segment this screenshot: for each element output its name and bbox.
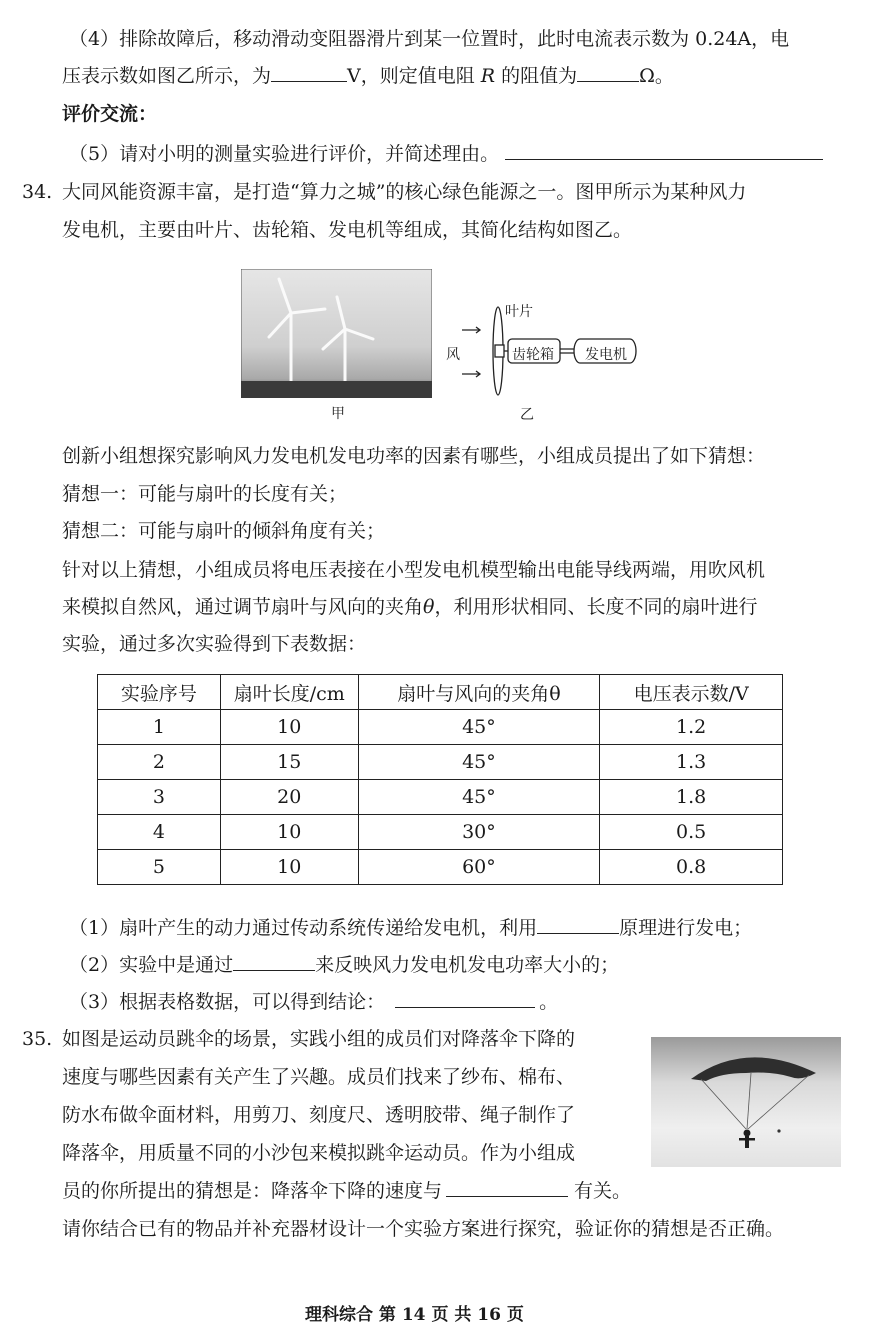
generator-label: 发电机 xyxy=(585,347,627,363)
page-footer xyxy=(305,1307,524,1324)
parachute-photo xyxy=(651,1037,841,1167)
theta-symbol: θ xyxy=(423,596,435,618)
footer-subject: 理科综合 xyxy=(305,1305,373,1325)
cell-voltage: 1.3 xyxy=(600,745,783,780)
cell-length: 10 xyxy=(220,850,358,885)
wind-label: 风 xyxy=(446,347,460,363)
principle-answer-blank[interactable] xyxy=(537,932,619,934)
cell-length: 10 xyxy=(220,815,358,850)
sub3-text-a: （3）根据表格数据，可以得到结论： xyxy=(69,991,386,1013)
cell-trial: 4 xyxy=(98,815,221,850)
q35-line3: 防水布做伞面材料，用剪刀、刻度尺、透明胶带、绳子制作了 xyxy=(62,1104,576,1126)
experiment-data-table xyxy=(97,674,783,885)
cell-length: 15 xyxy=(220,745,358,780)
method-text-b: ，利用形状相同、长度不同的扇叶进行 xyxy=(434,596,758,618)
table-row xyxy=(98,850,783,885)
cell-angle: 30° xyxy=(358,815,600,850)
q34-method-line2 xyxy=(62,598,757,617)
q35-line5 xyxy=(62,1182,631,1201)
q34-sub3 xyxy=(69,993,558,1012)
wind-turbine-illustration xyxy=(241,269,432,398)
cell-voltage: 1.2 xyxy=(600,710,783,745)
guess-one: 猜想一：可能与扇叶的长度有关； xyxy=(62,483,348,505)
cell-angle: 60° xyxy=(358,850,600,885)
footer-page-number: 14 xyxy=(401,1305,426,1325)
q34-sub1 xyxy=(69,919,752,938)
footer-page-prefix: 第 xyxy=(378,1305,396,1325)
q35-line4: 降落伞，用质量不同的小沙包来模拟跳伞运动员。作为小组成 xyxy=(62,1142,576,1164)
cell-trial: 2 xyxy=(98,745,221,780)
evaluation-heading: 评价交流： xyxy=(62,103,158,125)
table-header-row xyxy=(98,675,783,710)
q35-line6: 请你结合已有的物品并补充器材设计一个实验方案进行探究，验证你的猜想是否正确。 xyxy=(62,1218,785,1240)
cell-trial: 1 xyxy=(98,710,221,745)
cell-length: 10 xyxy=(220,710,358,745)
q35-line2: 速度与哪些因素有关产生了兴趣。成员们找来了纱布、棉布、 xyxy=(62,1066,576,1088)
cell-voltage: 0.8 xyxy=(600,850,783,885)
resistance-answer-blank[interactable] xyxy=(577,80,639,82)
guess-answer-blank[interactable] xyxy=(446,1195,568,1197)
header-blade-angle: 扇叶与风向的夹角θ xyxy=(358,675,600,710)
guess-two: 猜想二：可能与扇叶的倾斜角度有关； xyxy=(62,520,386,542)
conclusion-answer-blank[interactable] xyxy=(395,1006,535,1008)
parachute-illustration xyxy=(651,1037,841,1167)
cell-trial: 5 xyxy=(98,850,221,885)
q33-4-line2 xyxy=(62,67,674,86)
cell-length: 20 xyxy=(220,780,358,815)
method-text-a: 来模拟自然风，通过调节扇叶与风向的夹角 xyxy=(62,596,424,618)
q35-line5-text-a: 员的你所提出的猜想是：降落伞下降的速度与 xyxy=(62,1180,443,1202)
q33-4-text-a: 压表示数如图乙所示，为 xyxy=(62,65,272,87)
q34-method-line3: 实验，通过多次实验得到下表数据： xyxy=(62,633,367,655)
table-row xyxy=(98,745,783,780)
header-voltage: 电压表示数/V xyxy=(600,675,783,710)
q33-5-line xyxy=(69,145,823,164)
cell-voltage: 1.8 xyxy=(600,780,783,815)
table-row xyxy=(98,780,783,815)
sub2-text-a: （2）实验中是通过 xyxy=(69,954,234,976)
table-row xyxy=(98,710,783,745)
header-trial-number: 实验序号 xyxy=(98,675,221,710)
q33-4-text-c: 的阻值为 xyxy=(495,65,578,87)
gearbox-label: 齿轮箱 xyxy=(512,347,554,363)
sub1-text-a: （1）扇叶产生的动力通过传动系统传递给发电机，利用 xyxy=(69,917,538,939)
q33-4-line1: （4）排除故障后，移动滑动变阻器滑片到某一位置时，此时电流表示数为 0.24A，电 xyxy=(69,28,790,50)
indicator-answer-blank[interactable] xyxy=(233,969,315,971)
table-row xyxy=(98,815,783,850)
q34-intro-line2: 发电机，主要由叶片、齿轮箱、发电机等组成，其简化结构如图乙。 xyxy=(62,219,633,241)
evaluation-answer-blank[interactable] xyxy=(505,158,823,160)
q33-5-text: （5）请对小明的测量实验进行评价，并简述理由。 xyxy=(69,143,500,165)
sub3-text-b: 。 xyxy=(539,991,559,1013)
cell-angle: 45° xyxy=(358,745,600,780)
header-blade-length: 扇叶长度/cm xyxy=(220,675,358,710)
cell-angle: 45° xyxy=(358,710,600,745)
q35-number: 35. xyxy=(22,1028,53,1050)
q35-line1: 如图是运动员跳伞的场景，实践小组的成员们对降落伞下降的 xyxy=(62,1028,576,1050)
footer-page-total: 16 xyxy=(477,1305,501,1325)
blade-label: 叶片 xyxy=(505,304,533,320)
q33-4-text-b: V，则定值电阻 xyxy=(347,65,481,87)
figure-yi-label: 乙 xyxy=(520,407,534,423)
resistor-symbol: R xyxy=(480,65,496,87)
q34-para-line1: 创新小组想探究影响风力发电机发电功率的因素有哪些，小组成员提出了如下猜想： xyxy=(62,445,766,467)
footer-page-suffix: 页 xyxy=(506,1305,524,1325)
q35-line5-text-b: 有关。 xyxy=(574,1180,632,1202)
q34-sub2 xyxy=(69,956,619,975)
q34-intro-line1: 大同风能资源丰富，是打造“算力之城”的核心绿色能源之一。图甲所示为某种风力 xyxy=(62,181,747,203)
cell-voltage: 0.5 xyxy=(600,815,783,850)
q34-method-line1: 针对以上猜想，小组成员将电压表接在小型发电机模型输出电能导线两端，用吹风机 xyxy=(62,559,766,581)
cell-trial: 3 xyxy=(98,780,221,815)
q33-4-text-d: Ω。 xyxy=(639,65,674,87)
q34-number: 34. xyxy=(22,181,53,203)
footer-page-mid: 页 共 xyxy=(431,1305,472,1325)
figure-jia-label: 甲 xyxy=(331,406,345,422)
wind-turbine-photo xyxy=(241,269,432,398)
cell-angle: 45° xyxy=(358,780,600,815)
voltage-answer-blank[interactable] xyxy=(271,80,347,82)
sub1-text-b: 原理进行发电； xyxy=(619,917,753,939)
sub2-text-b: 来反映风力发电机发电功率大小的； xyxy=(315,954,620,976)
